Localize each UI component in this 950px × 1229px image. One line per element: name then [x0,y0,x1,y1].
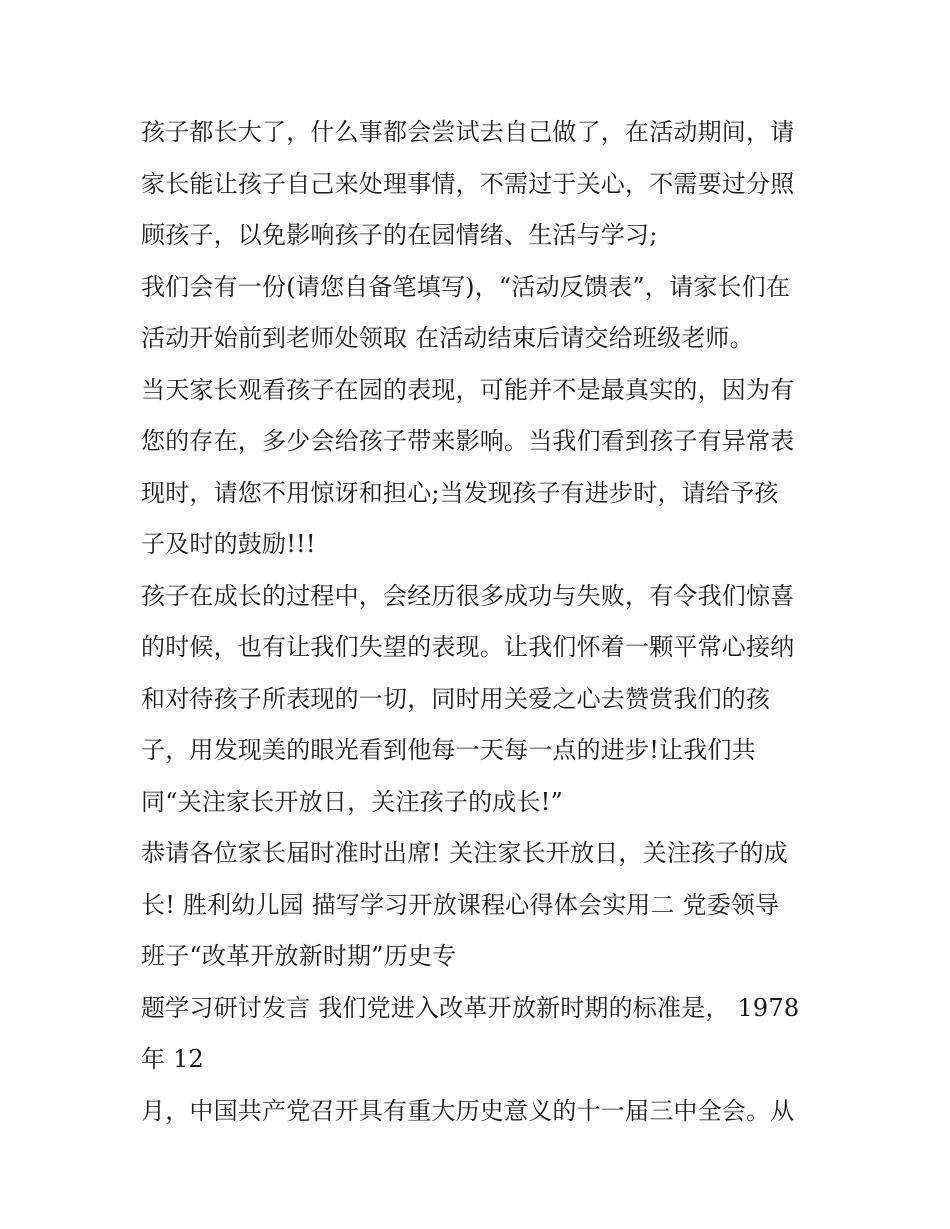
text-line: 和对待孩子所表现的一切，同时用关爱之心去赞赏我们的孩 [141,684,771,713]
text-line: 当天家长观看孩子在园的表现，可能并不是最真实的，因为有 [141,375,795,404]
body-text [141,107,821,1137]
text-line: 恭请各位家长届时准时出席! 关注家长开放日，关注孩子的成 [141,839,788,867]
text-line: 子，用发现美的眼光看到他每一天每一点的进步!让我们共 [141,736,756,764]
text-line: 孩子都长大了，什么事都会尝试去自己做了，在活动期间，请 [141,118,795,146]
text-line: 年 12 [141,1045,204,1073]
text-line: 活动开始前到老师处领取 在活动结束后请交给班级老师。 [141,324,754,352]
text-line: 的时候，也有让我们失望的表现。让我们怀着一颗平常心接纳 [141,633,795,661]
text-line: 顾孩子，以免影响孩子的在园情绪、生活与学习; [141,221,658,249]
text-line: 现时，请您不用惊讶和担心;当发现孩子有进步时，请给予孩 [141,478,779,507]
text-line: 班子“改革开放新时期”历史专 [141,942,457,970]
text-line: 长! 胜利幼儿园 描写学习开放课程心得体会实用二 党委领导 [141,890,780,919]
text-line: 孩子在成长的过程中，会经历很多成功与失败，有令我们惊喜 [141,581,795,610]
text-line: 题学习研讨发言 我们党进入改革开放新时期的标准是， 1978 [141,993,800,1022]
text-line: 同“关注家长开放日，关注孩子的成长!” [141,787,563,816]
text-line: 月，中国共产党召开具有重大历史意义的十一届三中全会。从 [141,1096,795,1125]
text-line: 子及时的鼓励!!! [141,530,316,558]
text-line: 我们会有一份(请您自备笔填写)，“活动反馈表”，请家长们在 [141,272,791,301]
text-line: 家长能让孩子自己来处理事情，不需过于关心，不需要过分照 [141,169,795,198]
text-line: 您的存在，多少会给孩子带来影响。当我们看到孩子有异常表 [141,427,795,455]
